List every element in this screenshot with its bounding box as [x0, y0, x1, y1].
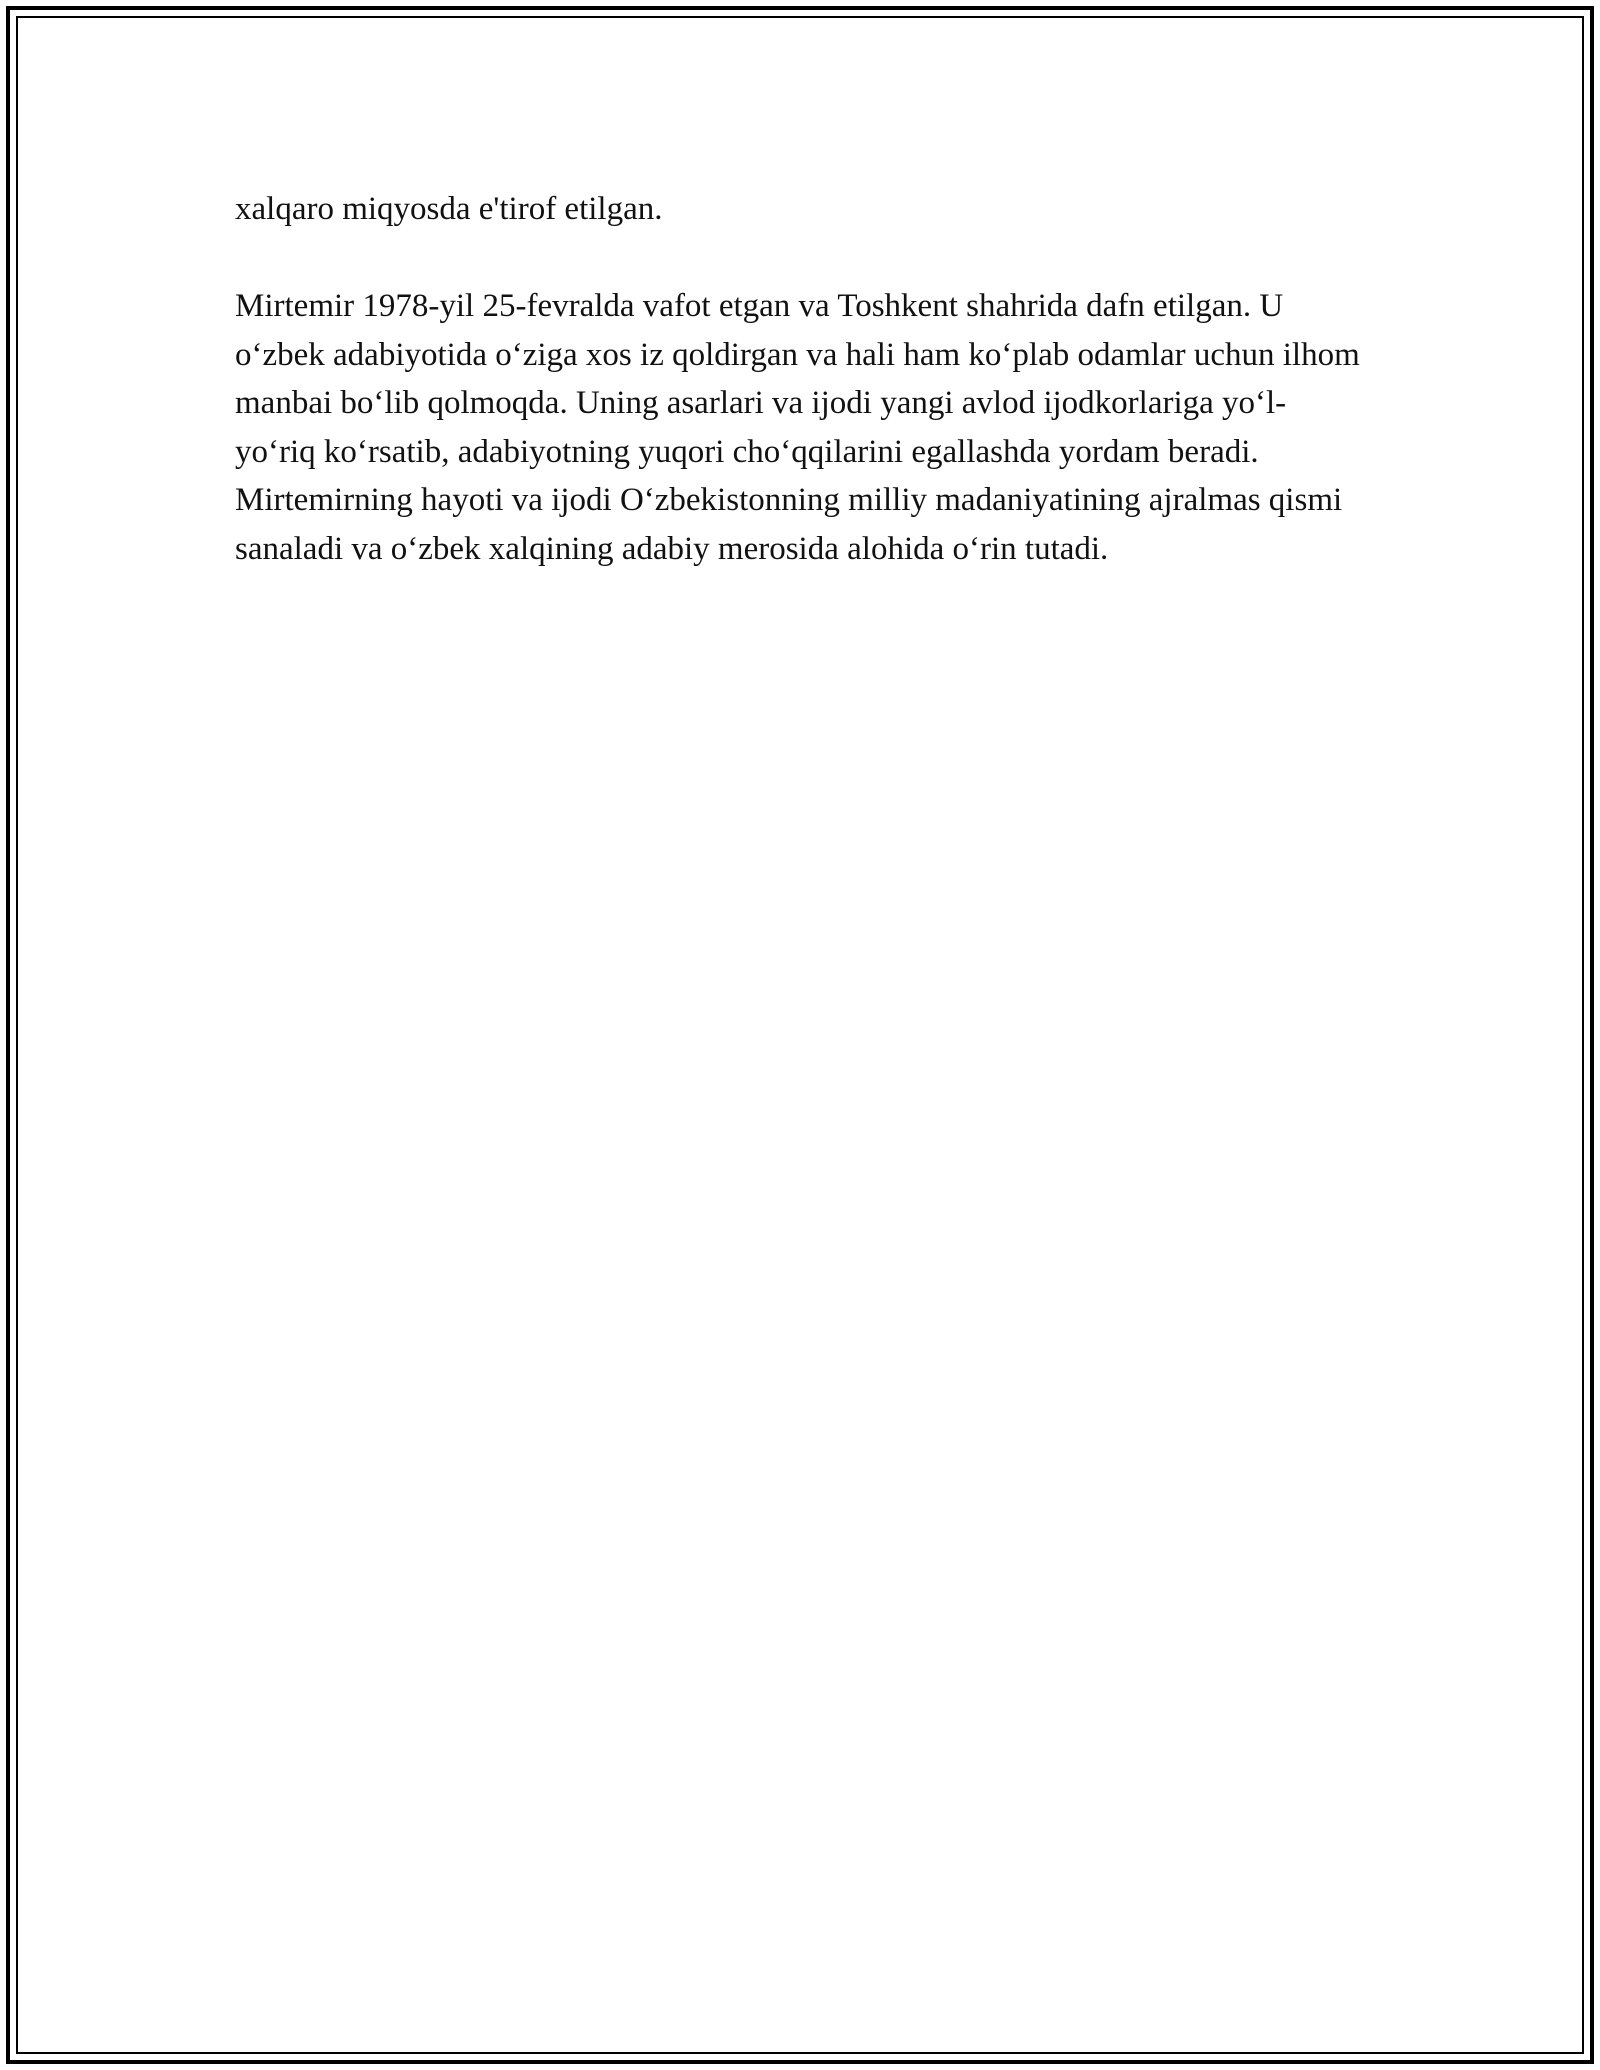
paragraph-continuation: xalqaro miqyosda e'tirof etilgan. [235, 191, 663, 227]
paragraph-mirtemir-legacy: Mirtemir 1978-yil 25-fevralda vafot etgan va Toshkent shahrida dafn etilgan. U o‘zbek adabiyotida o‘ziga xos iz qoldirgan va hali ham ko‘plab odamlar uchun ilhom manbai bo‘lib qolmoqda. Uning asarlari va ijodi yangi avlod ijodkorlariga yo‘l-yo‘riq ko‘rsatib, adabiyotning yuqori cho‘qqilarini egallashda yordam beradi. Mirtemirning hayoti va ijodi O‘zbekistonning milliy madaniyatining ajralmas qismi sanaladi va o‘zbek xalqining adabiy merosida alohida o‘rin tutadi. [235, 288, 1360, 567]
document-body [235, 185, 1365, 573]
